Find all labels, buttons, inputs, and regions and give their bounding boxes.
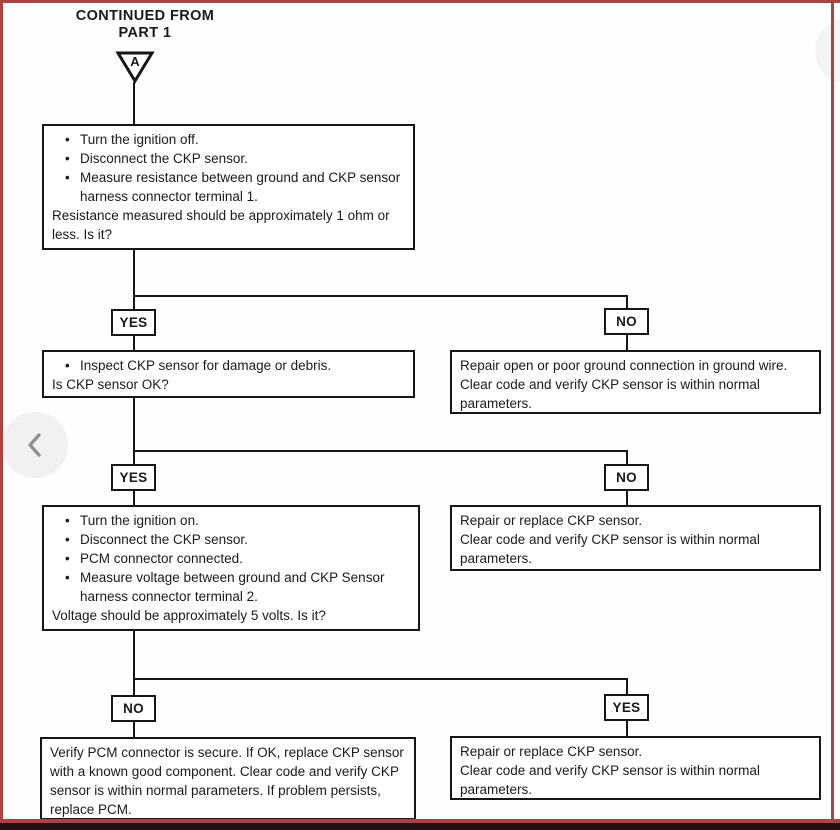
box-bullet-line: • Turn the ignition on. (52, 511, 410, 530)
decision-label-no: NO (111, 695, 156, 722)
flow-line (133, 296, 135, 309)
box-question-line: Voltage should be approximately 5 volts. Is it? (52, 608, 326, 623)
flow-line (133, 721, 135, 737)
flow-line (133, 82, 135, 124)
decision-label-yes: YES (111, 464, 156, 491)
flow-line (626, 451, 628, 464)
box-text: Repair or replace CKP sensor. (460, 513, 643, 528)
frame-border-right (831, 0, 834, 830)
flow-line (133, 631, 135, 679)
connector-a-label: A (130, 54, 140, 69)
decision-label-no: NO (604, 464, 649, 491)
flow-line (133, 335, 135, 350)
step-box-voltage-check (42, 505, 420, 631)
box-bullet-line: • Disconnect the CKP sensor. (52, 149, 405, 168)
frame-border-top (0, 0, 840, 3)
decision-label-no: NO (604, 308, 649, 335)
box-bullet-line: • Measure voltage between ground and CKP Sensor harness connector terminal 2. (52, 568, 410, 606)
connector-a-triangle (115, 50, 155, 84)
flow-line (626, 334, 628, 350)
continued-from-header (58, 8, 232, 42)
flow-branch-line (133, 450, 628, 452)
action-box-verify-pcm (40, 737, 416, 820)
flow-line (626, 720, 628, 736)
box-bullet-line: • Inspect CKP sensor for damage or debris. (52, 356, 405, 375)
box-text: Repair or replace CKP sensor. (460, 744, 643, 759)
flow-line (133, 398, 135, 451)
decision-label-yes: YES (604, 694, 649, 721)
frame-border-left (0, 0, 3, 830)
flow-line (626, 296, 628, 308)
step-box-resistance-check (42, 124, 415, 250)
next-page-button-partial[interactable] (815, 18, 840, 84)
flow-line (133, 679, 135, 695)
step-box-inspect-sensor (42, 350, 415, 398)
box-bullet-line: • Turn the ignition off. (52, 130, 405, 149)
flow-line (626, 679, 628, 694)
flow-line (133, 451, 135, 464)
box-question-line: Is CKP sensor OK? (52, 377, 169, 392)
action-box-repair-ground (450, 350, 821, 414)
header-line-2: PART 1 (118, 25, 172, 41)
flow-line (133, 250, 135, 296)
box-bullet-line: • Measure resistance between ground and CKP sensor harness connector terminal 1. (52, 168, 405, 206)
decision-label-yes: YES (111, 309, 156, 336)
header-line-1: CONTINUED FROM (75, 8, 215, 24)
chevron-left-icon (23, 430, 47, 460)
box-bullet-line: • PCM connector connected. (52, 549, 410, 568)
box-text: Clear code and verify CKP sensor is within normal parameters. (460, 763, 760, 797)
flow-branch-line (133, 295, 628, 297)
action-box-repair-replace-sensor (450, 505, 821, 571)
action-box-repair-replace-sensor (450, 736, 821, 800)
box-question-line: Resistance measured should be approximately 1 ohm or less. Is it? (52, 208, 390, 242)
previous-page-button[interactable] (2, 412, 68, 478)
flow-line (626, 490, 628, 505)
flow-branch-line (133, 678, 628, 680)
flow-line (133, 490, 135, 505)
frame-bottom-bar (0, 823, 840, 830)
box-bullet-line: • Disconnect the CKP sensor. (52, 530, 410, 549)
box-text: Repair open or poor ground connection in ground wire. Clear code and verify CKP sensor is within normal parameters. (460, 358, 788, 411)
box-text: Verify PCM connector is secure. If OK, replace CKP sensor with a known good component. Clear code and verify CKP sensor is within normal parameters. If problem persists, replace PCM. (50, 745, 404, 817)
box-text: Clear code and verify CKP sensor is within normal parameters. (460, 532, 760, 566)
